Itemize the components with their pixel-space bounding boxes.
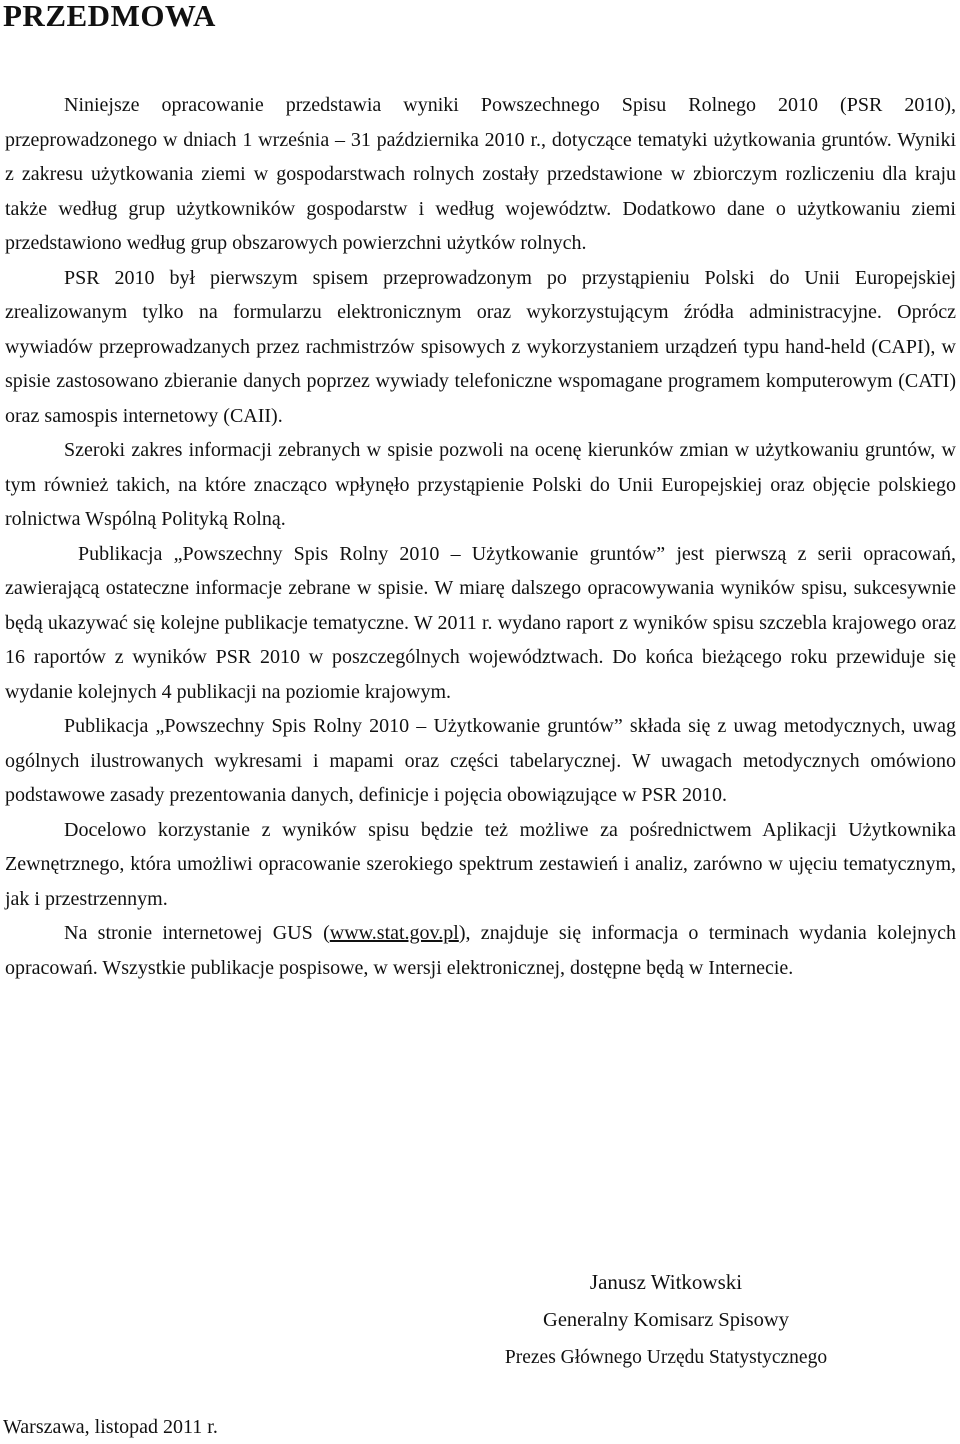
website-info-text-before: Na stronie internetowej GUS (	[64, 922, 330, 944]
signature-title: Generalny Komisarz Spisowy	[543, 1308, 789, 1331]
paragraph-external-application: Docelowo korzystanie z wyników spisu będzie też możliwe za pośrednictwem Aplikacji Użytkownika Zewnętrznego, która umożliwi opracowanie szerokiego spektrum zestawień i analiz, zarówno w ujęciu tematycznym, jak i przestrzennym.	[5, 818, 956, 910]
paragraph-intro: Niniejsze opracowanie przedstawia wyniki Powszechnego Spisu Rolnego 2010 (PSR 2010), przeprowadzonego w dniach 1 września – 31 października 2010 r., dotyczące tematyki użytkowania gruntów. Wyniki z zakresu użytkowania ziemi w gospodarstwach rolnych zostały przedstawione w zbiorczym rozliczeniu dla kraju także według grup użytkowników gospodarstw i według województw. Dodatkowo dane o użytkowaniu ziemi przedstawiono według grup obszarowych powierzchni użytków rolnych.	[5, 94, 956, 254]
document-body	[5, 88, 956, 985]
gus-website-link[interactable]: www.stat.gov.pl	[329, 922, 459, 944]
paragraph-website-info	[5, 916, 956, 985]
website-info-text-after: ), znajduje się informacja o terminach wydania kolejnych opracowań. Wszystkie publikacje pospisowe, w wersji elektronicznej, dostępne będą w Internecie.	[5, 922, 957, 979]
paragraph-scope: Szeroki zakres informacji zebranych w spisie pozwoli na ocenę kierunków zmian w użytkowaniu gruntów, w tym również takich, na które znacząco wpłynęło przystąpienie Polski do Unii Europejskiej oraz objęcie polskiego rolnictwa Wspólną Polityką Rolną.	[5, 439, 956, 530]
place-and-date: Warszawa, listopad 2011 r.	[3, 1416, 218, 1438]
paragraph-publication-structure: Publikacja „Powszechny Spis Rolny 2010 – Użytkowanie gruntów” składa się z uwag metodycznych, uwag ogólnych ilustrowanych wykresami i mapami oraz części tabelarycznej. W uwagach metodycznych omówiono podstawowe zasady prezentowania danych, definicje i pojęcia obowiązujące w PSR 2010.	[5, 715, 956, 806]
paragraph-publication-series: Publikacja „Powszechny Spis Rolny 2010 – Użytkowanie gruntów” jest pierwszą z serii opracowań, zawierającą ostateczne informacje zebrane w spisie. W miarę dalszego opracowywania wyników spisu, sukcesywnie będą ukazywać się kolejne publikacje tematyczne. W 2011 r. wydano raport z wyników spisu szczebla krajowego oraz 16 raportów z wyników PSR 2010 w poszczególnych województwach. Do końca bieżącego roku przewiduje się wydanie kolejnych 4 publikacji na poziomie krajowym.	[5, 542, 956, 703]
signature-role: Prezes Głównego Urzędu Statystycznego	[504, 1347, 828, 1368]
signature-name: Janusz Witkowski	[589, 1270, 743, 1294]
signature-block	[470, 1264, 862, 1377]
paragraph-census-methods: PSR 2010 był pierwszym spisem przeprowadzonym po przystąpieniu Polski do Unii Europejskiej zrealizowanym tylko na formularzu elektronicznym oraz wykorzystującym źródła administracyjne. Oprócz wywiadów przeprowadzanych przez rachmistrzów spisowych z wykorzystaniem urządzeń typu hand-held (CAPI), w spisie zastosowano zbieranie danych poprzez wywiady telefoniczne wspomagane programem komputerowym (CATI) oraz samospis internetowy (CAII).	[5, 266, 956, 427]
page-title: PRZEDMOWA	[3, 0, 216, 33]
